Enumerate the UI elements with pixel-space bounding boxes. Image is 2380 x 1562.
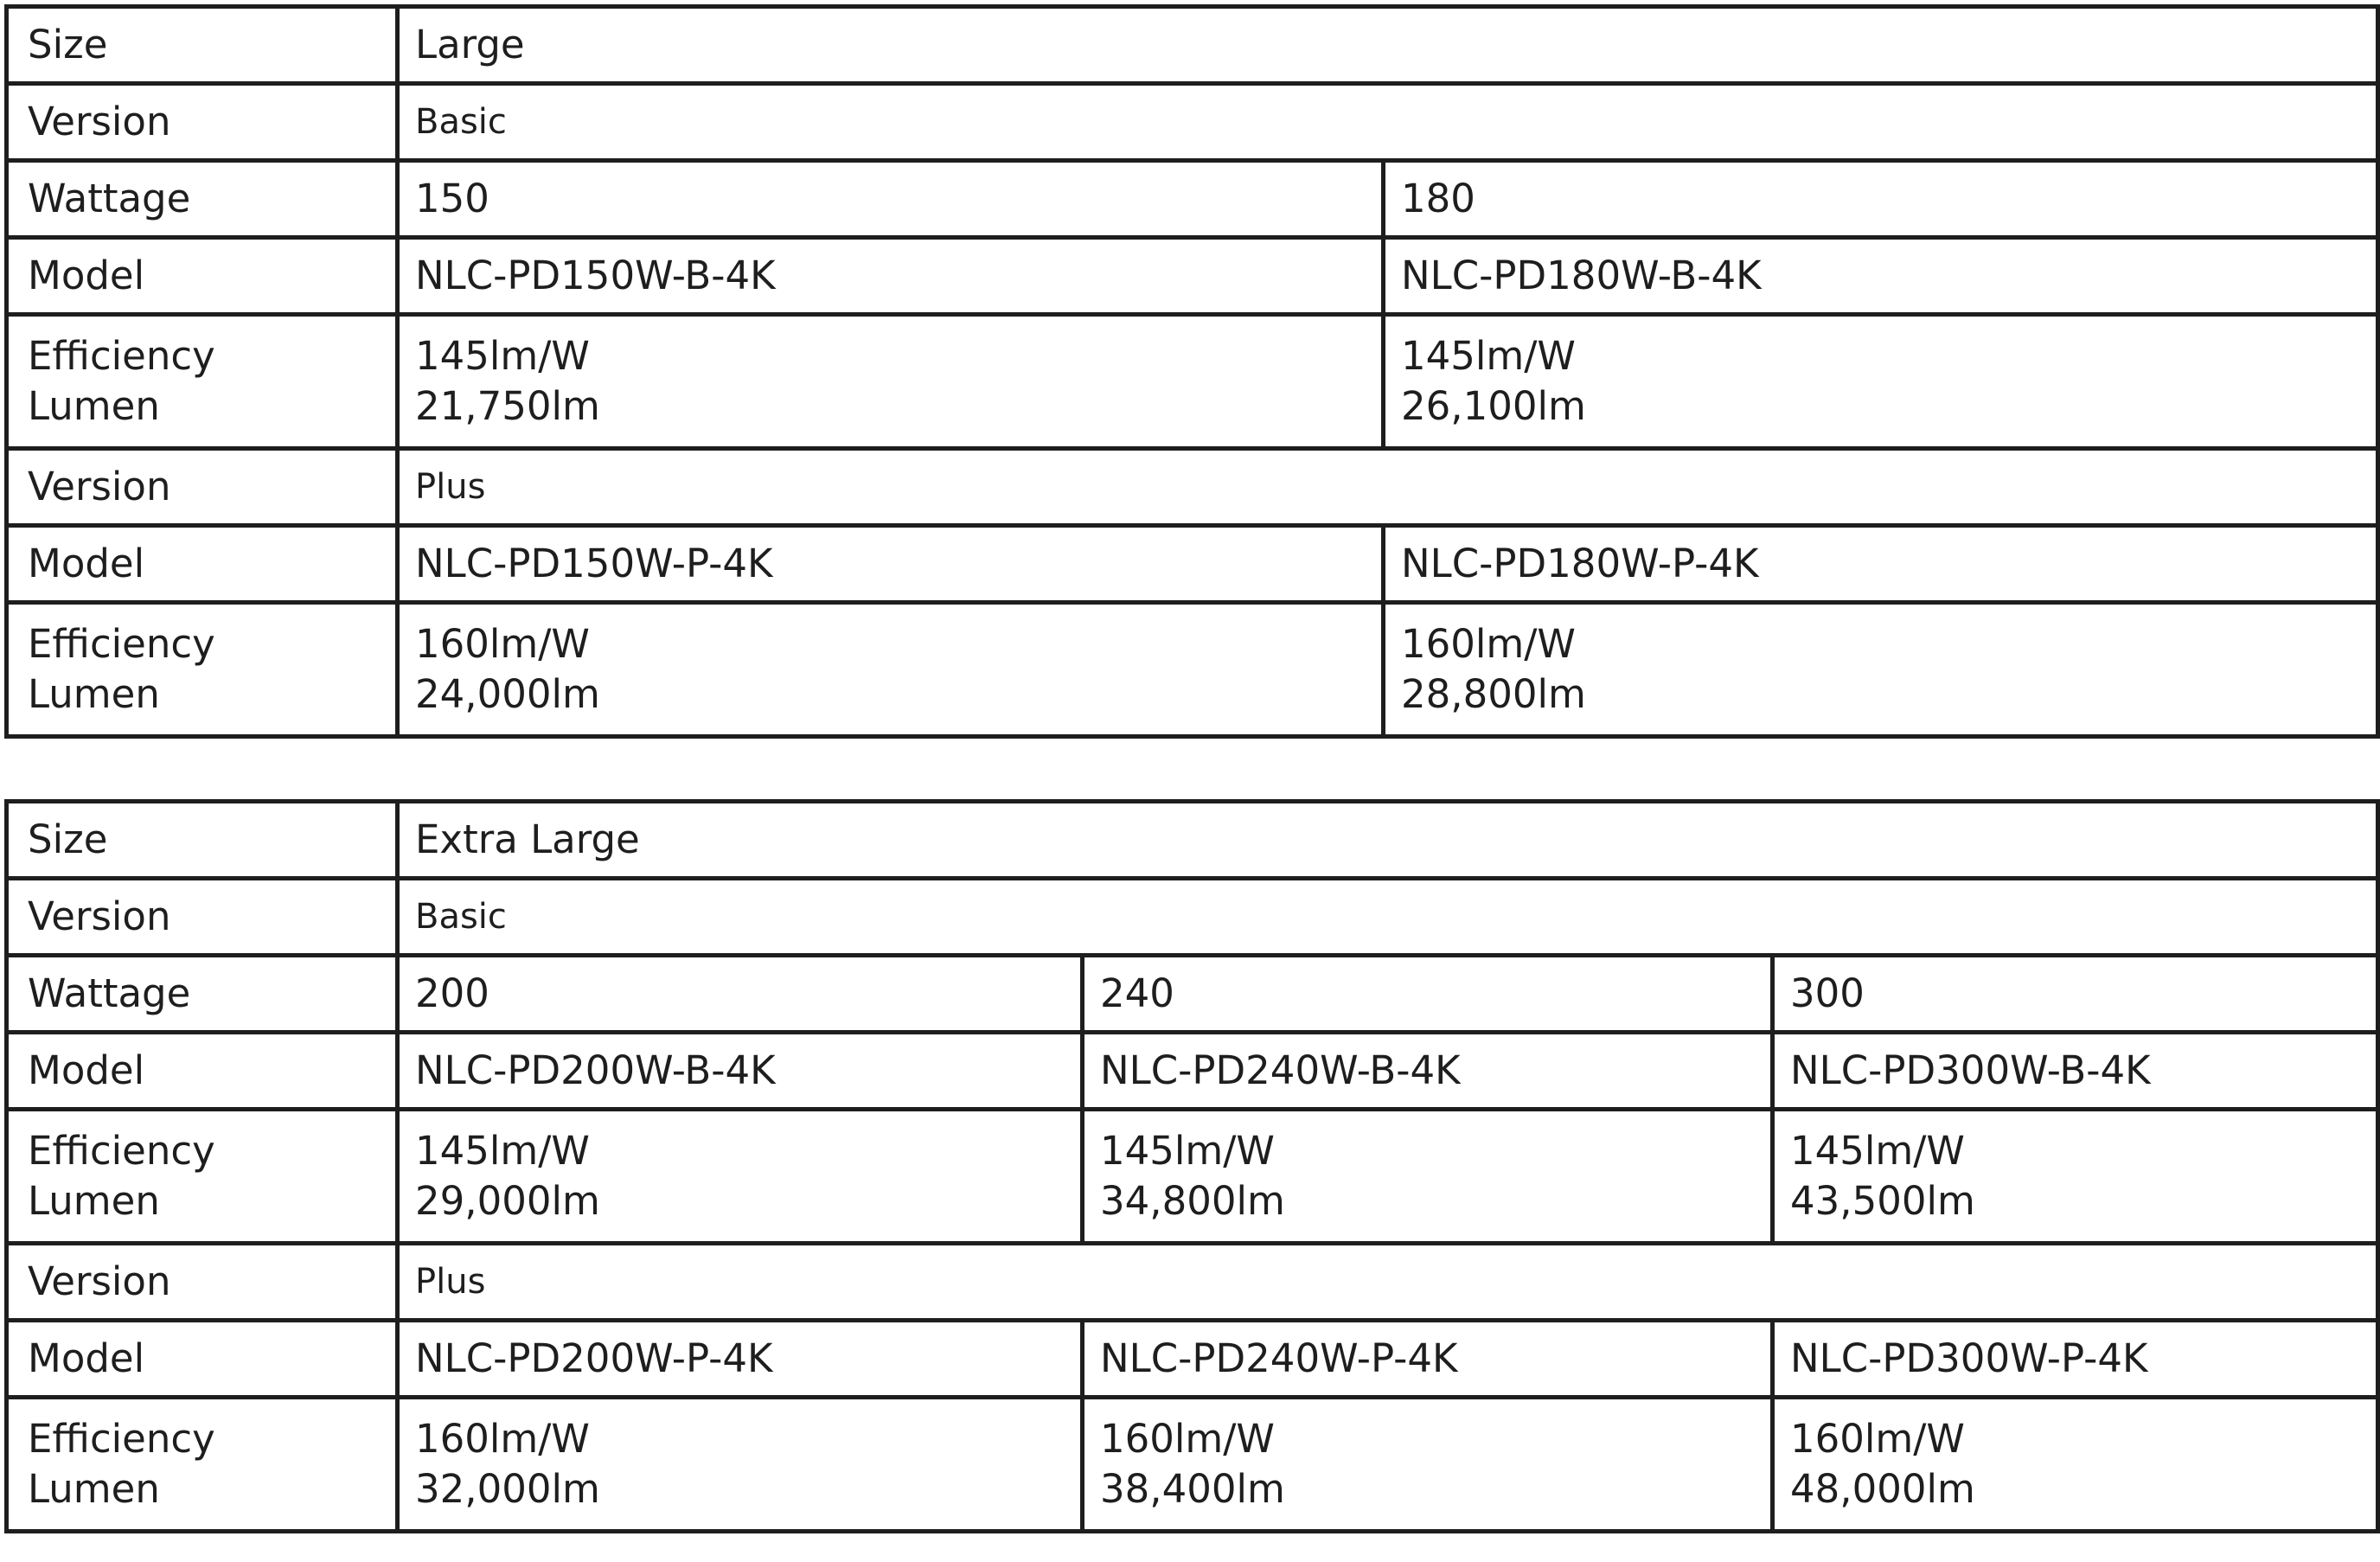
efficiency-lumen-cell [1384, 603, 2378, 737]
efficiency-lumen-row [7, 1398, 2378, 1532]
lumen-label: Lumen [28, 1466, 160, 1512]
efficiency-value: 145lm/W [1401, 333, 1576, 379]
model-value: NLC-PD300W-B-4K [1773, 1033, 2378, 1110]
efficiency-value: 145lm/W [1100, 1128, 1275, 1174]
wattage-row [7, 956, 2378, 1033]
version-label: Version [7, 879, 398, 956]
model-label: Model [7, 526, 398, 603]
version-value: Basic [398, 84, 2378, 161]
lumen-value: 43,500lm [1790, 1178, 1975, 1224]
version-value: Plus [398, 449, 2378, 526]
model-row [7, 238, 2378, 315]
model-value: NLC-PD200W-P-4K [398, 1321, 1083, 1398]
version-label: Version [7, 449, 398, 526]
lumen-value: 32,000lm [415, 1466, 600, 1512]
lumen-value: 24,000lm [415, 671, 600, 717]
efficiency-lumen-label [7, 315, 398, 449]
lumen-label: Lumen [28, 383, 160, 429]
efficiency-value: 145lm/W [415, 333, 590, 379]
efficiency-lumen-row [7, 315, 2378, 449]
model-value: NLC-PD180W-B-4K [1384, 238, 2378, 315]
spec-table-large [4, 4, 2380, 739]
lumen-value: 21,750lm [415, 383, 600, 429]
version-row [7, 879, 2378, 956]
efficiency-label: Efficiency [28, 1416, 215, 1462]
efficiency-lumen-label [7, 603, 398, 737]
model-value: NLC-PD240W-B-4K [1083, 1033, 1773, 1110]
size-label: Size [7, 7, 398, 84]
version-label: Version [7, 1244, 398, 1321]
model-row [7, 1321, 2378, 1398]
efficiency-lumen-row [7, 1110, 2378, 1244]
version-row [7, 1244, 2378, 1321]
efficiency-value: 160lm/W [1401, 621, 1576, 667]
efficiency-label: Efficiency [28, 1128, 215, 1174]
efficiency-value: 160lm/W [1790, 1416, 1965, 1462]
efficiency-lumen-cell [1083, 1398, 1773, 1532]
lumen-value: 26,100lm [1401, 383, 1586, 429]
wattage-value: 240 [1083, 956, 1773, 1033]
efficiency-value: 160lm/W [415, 1416, 590, 1462]
wattage-value: 300 [1773, 956, 2378, 1033]
model-value: NLC-PD180W-P-4K [1384, 526, 2378, 603]
efficiency-value: 160lm/W [415, 621, 590, 667]
efficiency-lumen-cell [398, 1110, 1083, 1244]
model-value: NLC-PD300W-P-4K [1773, 1321, 2378, 1398]
lumen-value: 34,800lm [1100, 1178, 1285, 1224]
efficiency-value: 145lm/W [415, 1128, 590, 1174]
efficiency-lumen-cell [398, 603, 1384, 737]
model-value: NLC-PD200W-B-4K [398, 1033, 1083, 1110]
efficiency-lumen-label [7, 1398, 398, 1532]
size-value: Large [398, 7, 2378, 84]
efficiency-value: 145lm/W [1790, 1128, 1965, 1174]
efficiency-label: Efficiency [28, 333, 215, 379]
efficiency-lumen-cell [1083, 1110, 1773, 1244]
version-label: Version [7, 84, 398, 161]
efficiency-lumen-cell [398, 1398, 1083, 1532]
lumen-value: 28,800lm [1401, 671, 1586, 717]
size-row [7, 802, 2378, 879]
model-value: NLC-PD150W-P-4K [398, 526, 1384, 603]
lumen-value: 48,000lm [1790, 1466, 1975, 1512]
model-value: NLC-PD240W-P-4K [1083, 1321, 1773, 1398]
wattage-row [7, 161, 2378, 238]
wattage-label: Wattage [7, 956, 398, 1033]
model-row [7, 526, 2378, 603]
model-label: Model [7, 1321, 398, 1398]
efficiency-lumen-cell [1773, 1398, 2378, 1532]
spec-table-extra-large [4, 799, 2380, 1533]
size-label: Size [7, 802, 398, 879]
model-row [7, 1033, 2378, 1110]
lumen-value: 29,000lm [415, 1178, 600, 1224]
version-row [7, 84, 2378, 161]
efficiency-value: 160lm/W [1100, 1416, 1275, 1462]
efficiency-lumen-cell [398, 315, 1384, 449]
wattage-value: 180 [1384, 161, 2378, 238]
efficiency-lumen-cell [1384, 315, 2378, 449]
lumen-label: Lumen [28, 671, 160, 717]
efficiency-label: Efficiency [28, 621, 215, 667]
model-label: Model [7, 238, 398, 315]
model-label: Model [7, 1033, 398, 1110]
wattage-value: 200 [398, 956, 1083, 1033]
efficiency-lumen-row [7, 603, 2378, 737]
version-value: Plus [398, 1244, 2378, 1321]
size-row [7, 7, 2378, 84]
wattage-label: Wattage [7, 161, 398, 238]
model-value: NLC-PD150W-B-4K [398, 238, 1384, 315]
lumen-value: 38,400lm [1100, 1466, 1285, 1512]
version-row [7, 449, 2378, 526]
efficiency-lumen-label [7, 1110, 398, 1244]
size-value: Extra Large [398, 802, 2378, 879]
efficiency-lumen-cell [1773, 1110, 2378, 1244]
lumen-label: Lumen [28, 1178, 160, 1224]
version-value: Basic [398, 879, 2378, 956]
wattage-value: 150 [398, 161, 1384, 238]
